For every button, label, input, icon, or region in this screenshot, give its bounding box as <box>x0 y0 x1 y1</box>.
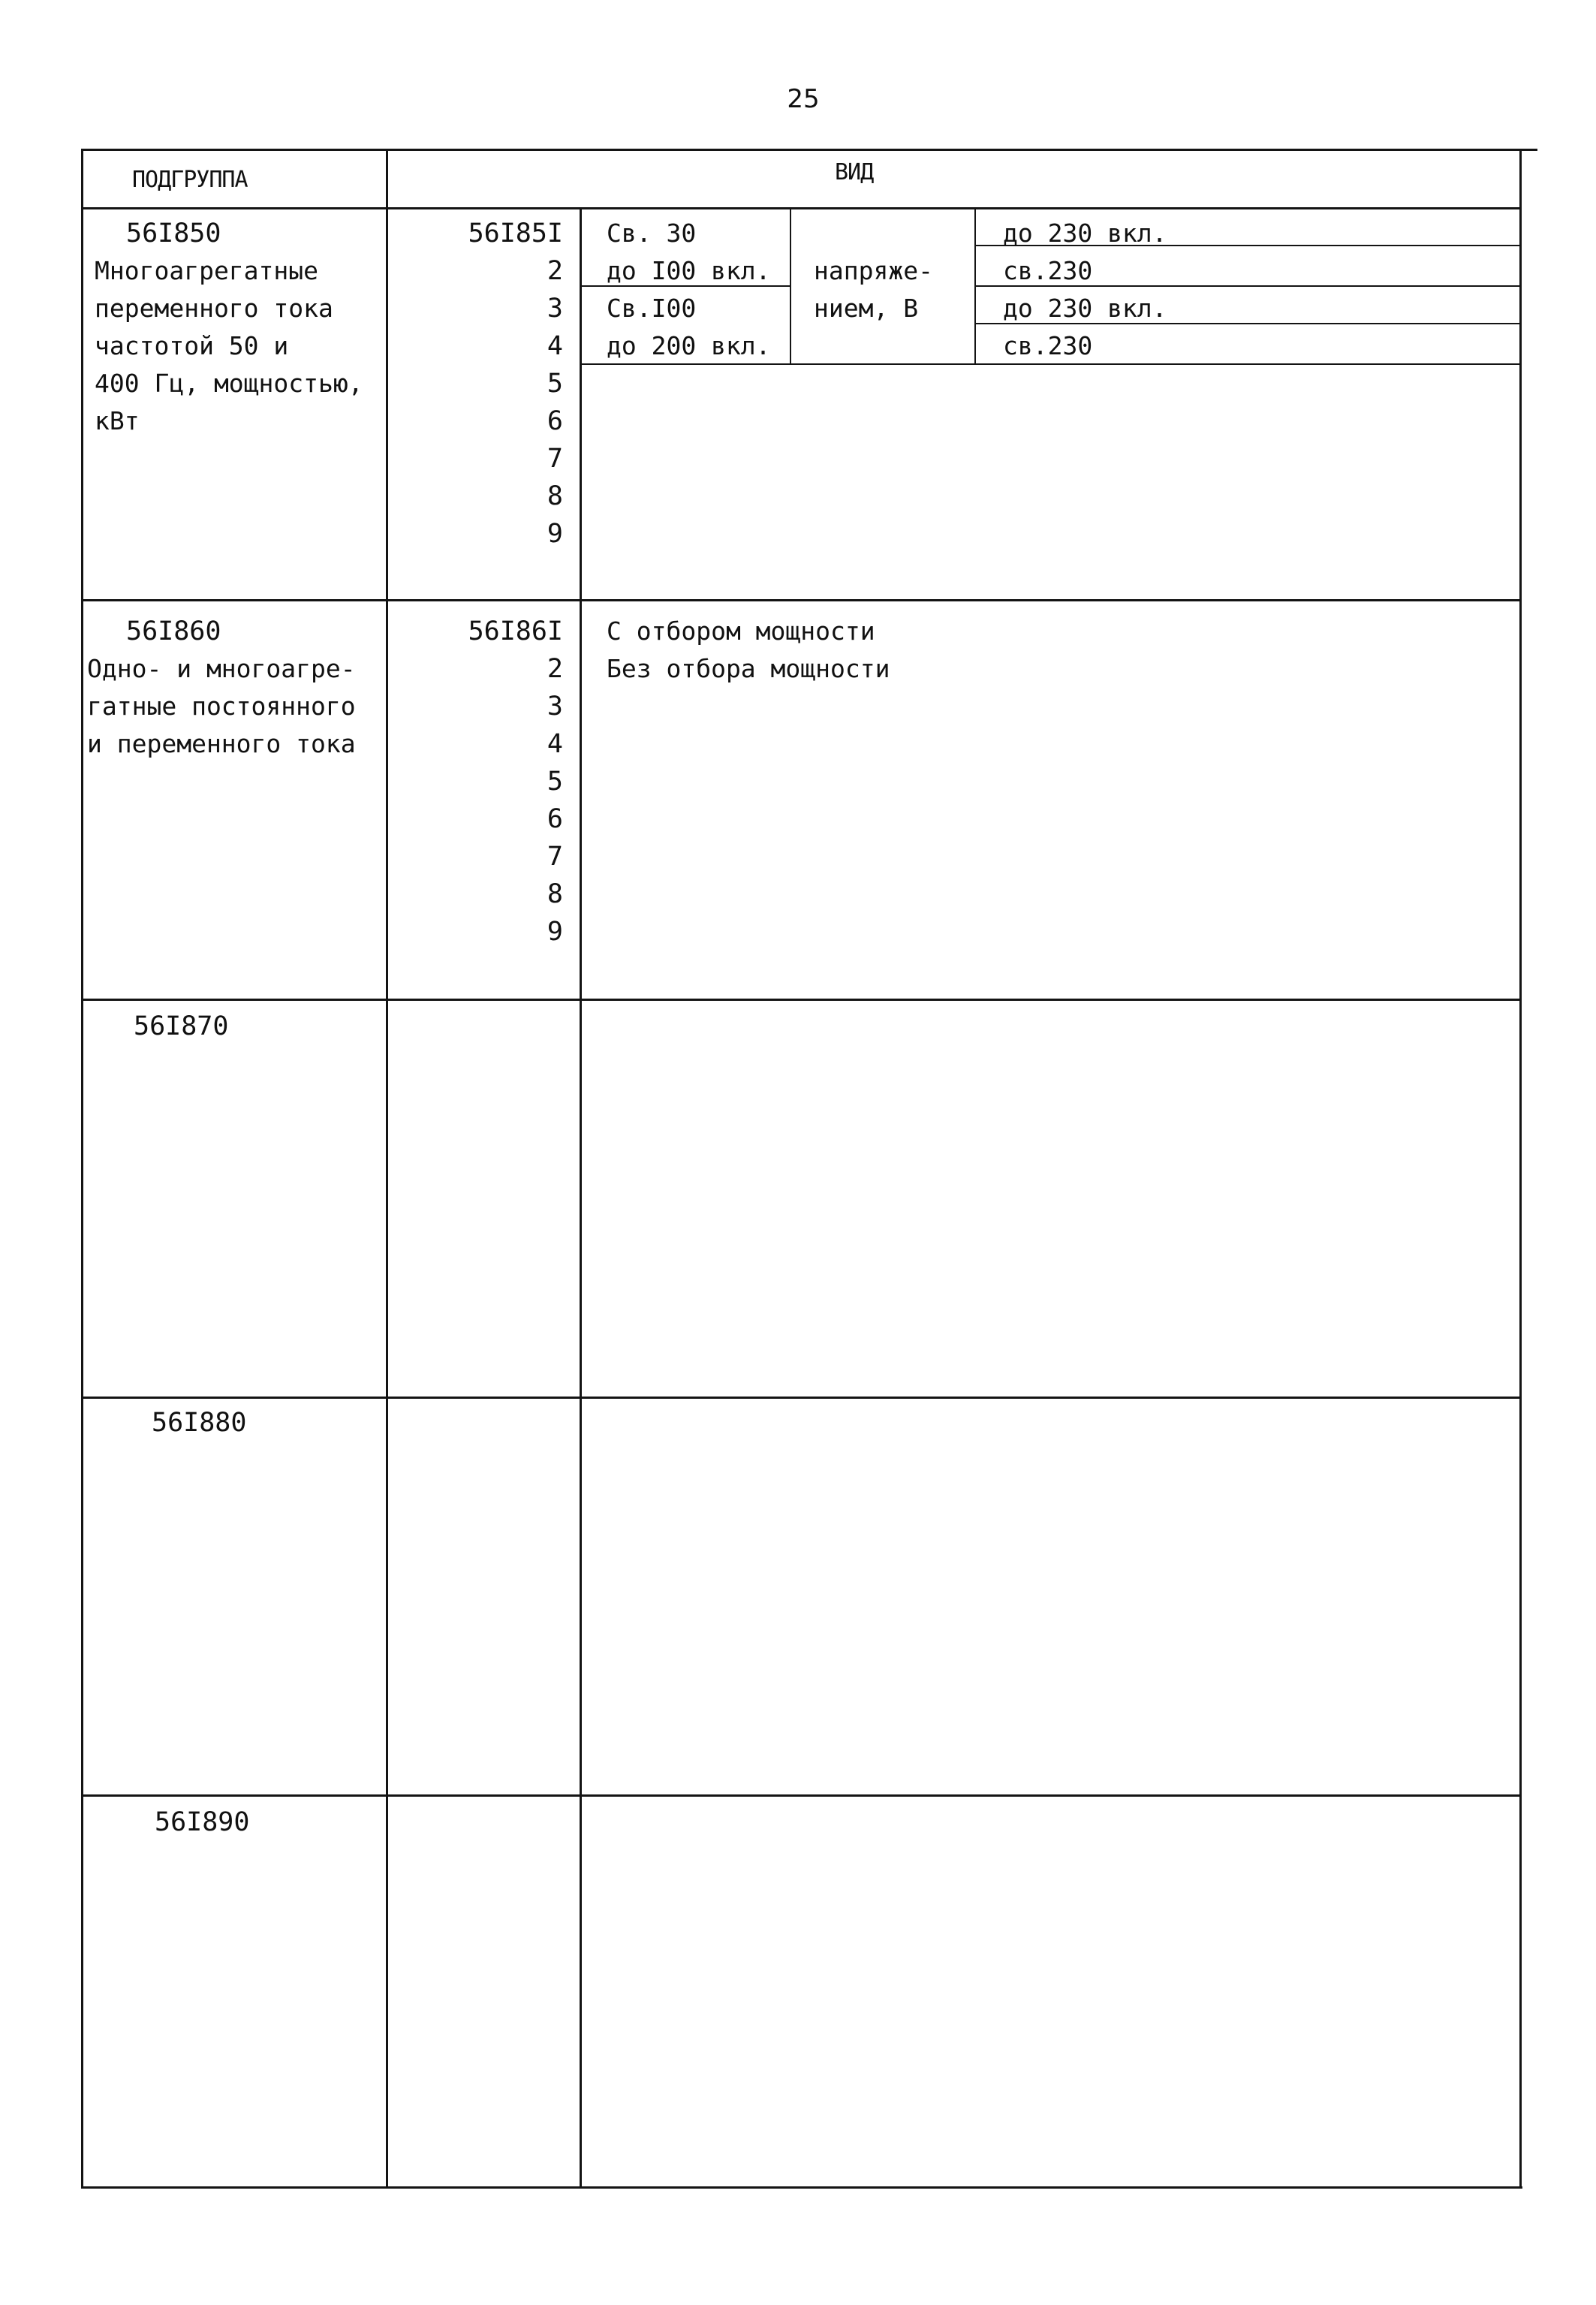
row2-description: Одно- и многоагре- гатные постоянного и переменного тока <box>87 654 356 758</box>
power-range-1-from: Св. 30 <box>607 218 697 248</box>
code-column-divider <box>580 207 582 2188</box>
voltage-label-column-divider <box>974 209 976 365</box>
table-bottom-border <box>81 2186 1522 2189</box>
header-type: ВИД <box>835 159 874 185</box>
table-top-border <box>81 149 1537 151</box>
row4-subgroup-code: 56I880 <box>152 1408 247 1438</box>
page-number: 25 <box>787 84 820 114</box>
row-separator-3 <box>81 1397 1521 1399</box>
voltage-value-4: св.230 <box>1003 331 1093 360</box>
power-range-2-from: Св.I00 <box>607 294 697 323</box>
voltage-value-3: до 230 вкл. <box>1003 294 1167 323</box>
power-range-1-to: до I00 вкл. <box>607 256 771 285</box>
row-separator-1 <box>81 599 1521 601</box>
voltage-value-2: св.230 <box>1003 256 1093 285</box>
row1-codes: 56I85I 2 3 4 5 6 7 8 9 <box>468 218 563 549</box>
header-bottom-border <box>81 207 1521 209</box>
table-right-border <box>1519 149 1522 2188</box>
voltage-label-line-1: напряже- <box>814 256 933 285</box>
kind-with-power-takeoff: С отбором мощности <box>607 616 875 646</box>
row-separator-2 <box>81 999 1521 1001</box>
header-subgroup: ПОДГРУППА <box>132 167 248 193</box>
voltage-label-line-2: нием, В <box>814 294 919 323</box>
row2-subgroup-code: 56I860 <box>126 616 221 646</box>
row1-description: Многоагрегатные переменного тока частотой 50 и 400 Гц, мощностью, кВт <box>95 256 363 435</box>
subgroup-column-divider <box>386 149 388 2188</box>
row2-codes: 56I86I 2 3 4 5 6 7 8 9 <box>468 616 563 947</box>
power-column-divider <box>790 209 791 365</box>
kind-without-power-takeoff: Без отбора мощности <box>607 654 890 683</box>
row5-subgroup-code: 56I890 <box>155 1807 250 1837</box>
power-range-2-to: до 200 вкл. <box>607 331 771 360</box>
row1-subgroup-code: 56I850 <box>126 218 221 249</box>
table-left-border <box>81 149 83 2188</box>
row3-subgroup-code: 56I870 <box>134 1011 229 1041</box>
voltage-value-1: до 230 вкл. <box>1003 218 1167 248</box>
row-separator-4 <box>81 1794 1521 1797</box>
